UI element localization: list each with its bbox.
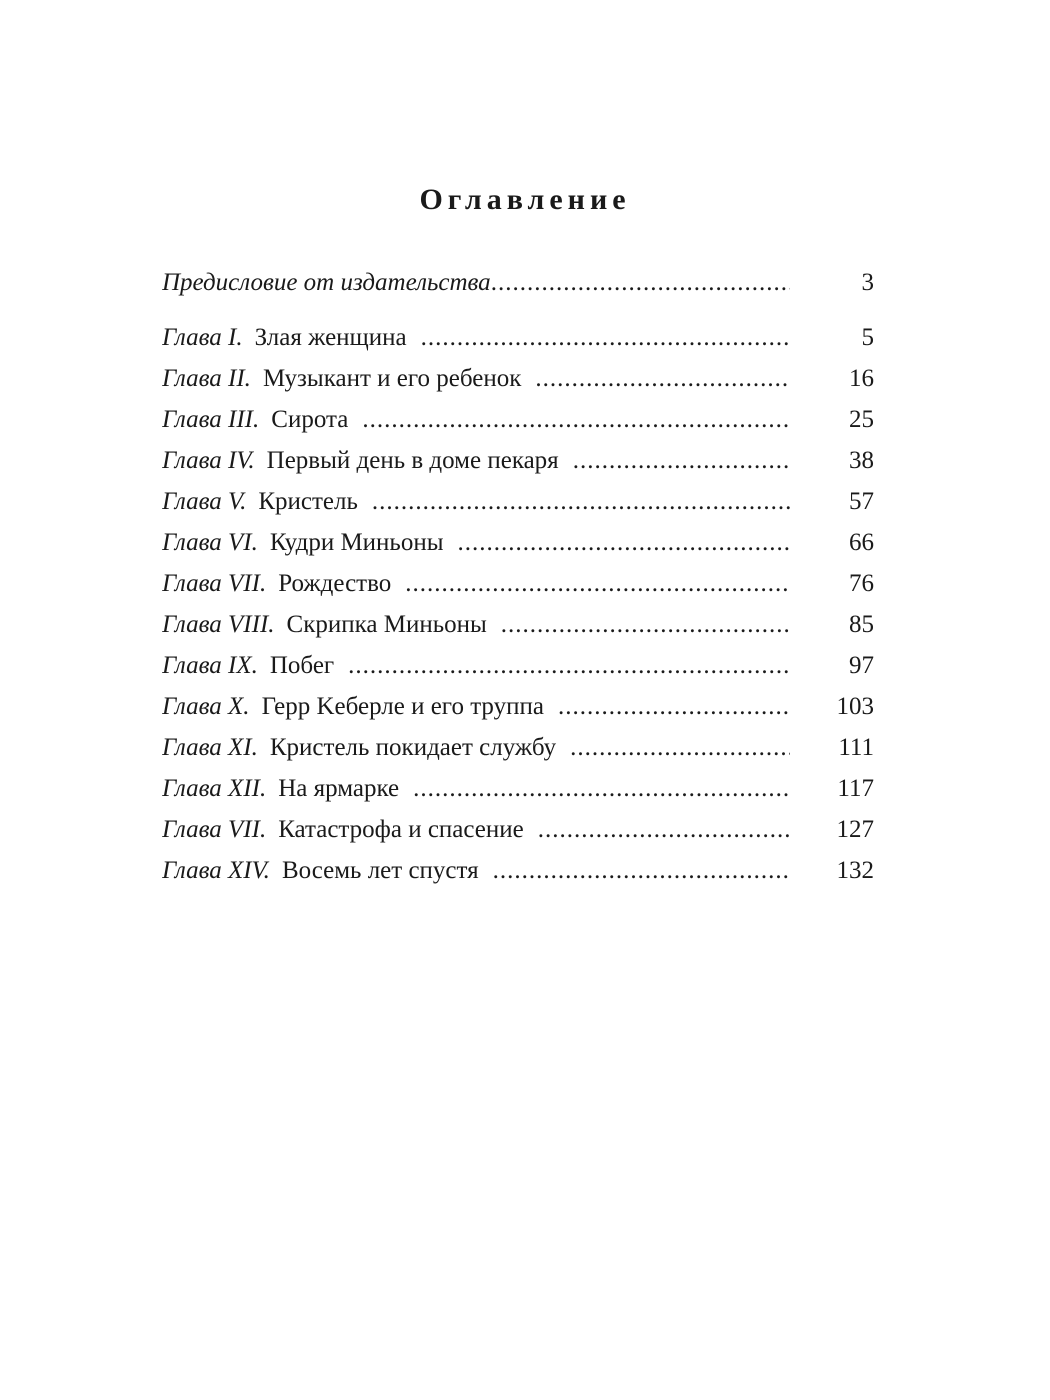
- chapter-title: Музыкант и его ребенок: [262, 365, 522, 392]
- chapter-number: Глава XI.: [162, 734, 258, 761]
- chapter-title: Побег: [269, 652, 335, 679]
- chapter-title: Герр Keберле и его труппа: [261, 693, 544, 720]
- chapter-number: Глава V.: [162, 488, 247, 515]
- chapter-title: Злая женщина: [254, 324, 407, 351]
- toc-entry-chapter-13[interactable]: [162, 809, 874, 850]
- toc-entry-chapter-4[interactable]: [162, 440, 874, 481]
- page-number: 132: [836, 857, 874, 884]
- toc-entry-chapter-5[interactable]: [162, 481, 874, 522]
- dot-leader: [491, 262, 790, 303]
- toc-entry-chapter-3[interactable]: [162, 399, 874, 440]
- toc-entry-chapter-11[interactable]: [162, 727, 874, 768]
- chapter-title: Кудри Миньоны: [269, 529, 444, 556]
- toc-entry-chapter-8[interactable]: [162, 604, 874, 645]
- chapter-number: Глава XIV.: [162, 857, 270, 884]
- dot-leader: [421, 317, 790, 358]
- chapter-number: Глава VII.: [162, 816, 267, 843]
- dot-leader: [362, 399, 790, 440]
- chapter-title: Рождество: [278, 570, 392, 597]
- chapter-number: Глава VI.: [162, 529, 258, 556]
- dot-leader: [458, 522, 790, 563]
- dot-leader: [413, 768, 790, 809]
- chapter-title: Кристель покидает службу: [269, 734, 557, 761]
- page-number: 3: [861, 269, 874, 296]
- page-number: 5: [861, 324, 874, 351]
- chapter-number: Глава III.: [162, 406, 260, 433]
- dot-leader: [570, 727, 790, 768]
- chapter-number: Глава II.: [162, 365, 251, 392]
- chapter-number: Глава X.: [162, 693, 250, 720]
- page-number: 76: [849, 570, 874, 597]
- preface-label: Предисловие от издательства: [162, 269, 491, 296]
- page-number: 111: [838, 734, 874, 761]
- chapter-number: Глава IV.: [162, 447, 255, 474]
- page-number: 66: [849, 529, 874, 556]
- chapter-number: Глава VII.: [162, 570, 267, 597]
- toc-entry-preface[interactable]: [162, 262, 874, 303]
- chapter-title: На ярмарке: [278, 775, 400, 802]
- page-number: 57: [849, 488, 874, 515]
- chapter-number: Глава XII.: [162, 775, 267, 802]
- toc-entry-chapter-2[interactable]: [162, 358, 874, 399]
- chapter-title: Катастрофа и спасение: [278, 816, 524, 843]
- page-number: 16: [849, 365, 874, 392]
- toc-entry-chapter-1[interactable]: [162, 317, 874, 358]
- chapter-number: Глава IX.: [162, 652, 258, 679]
- dot-leader: [558, 686, 790, 727]
- page-number: 103: [836, 693, 874, 720]
- chapter-title: Восемь лет спустя: [281, 857, 479, 884]
- toc-entry-chapter-7[interactable]: [162, 563, 874, 604]
- toc-entry-chapter-9[interactable]: [162, 645, 874, 686]
- chapter-title: Сирота: [271, 406, 349, 433]
- toc-entry-chapter-10[interactable]: [162, 686, 874, 727]
- chapter-number: Глава VIII.: [162, 611, 275, 638]
- chapter-title: Первый день в доме пекаря: [266, 447, 559, 474]
- page-number: 85: [849, 611, 874, 638]
- dot-leader: [372, 481, 790, 522]
- toc-entry-chapter-12[interactable]: [162, 768, 874, 809]
- chapter-title: Кристель: [258, 488, 358, 515]
- chapter-number: Глава I.: [162, 324, 243, 351]
- page-number: 97: [849, 652, 874, 679]
- dot-leader: [501, 604, 790, 645]
- dot-leader: [348, 645, 790, 686]
- dot-leader: [405, 563, 790, 604]
- page-number: 117: [837, 775, 874, 802]
- page-number: 127: [836, 816, 874, 843]
- toc-entry-chapter-6[interactable]: [162, 522, 874, 563]
- toc-entry-chapter-14[interactable]: [162, 850, 874, 891]
- dot-leader: [538, 809, 790, 850]
- dot-leader: [493, 850, 790, 891]
- dot-leader: [535, 358, 790, 399]
- table-of-contents: [162, 262, 874, 891]
- dot-leader: [573, 440, 790, 481]
- chapter-title: Скрипка Миньоны: [286, 611, 487, 638]
- page-title: Оглавление: [419, 183, 631, 216]
- page-number: 25: [849, 406, 874, 433]
- page-number: 38: [849, 447, 874, 474]
